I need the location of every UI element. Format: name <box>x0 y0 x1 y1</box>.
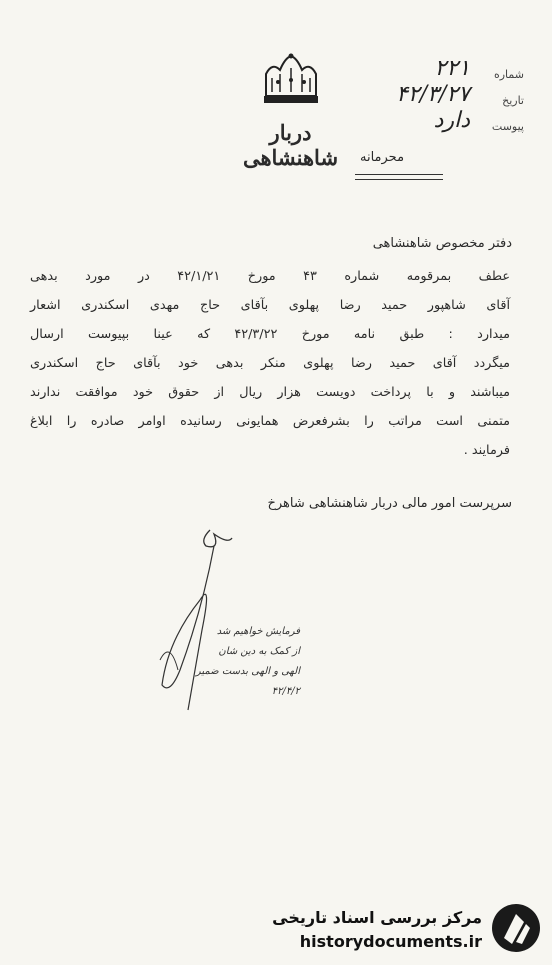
addressee: دفتر مخصوص شاهنشاهی <box>372 236 512 251</box>
royal-crown-icon <box>258 52 324 108</box>
body-line: متمنی است مراتب را بشرفعرض همایونی رسانیده اوامر صادره را ابلاغ <box>30 414 510 429</box>
letter-body <box>30 262 510 465</box>
handwritten-line: از کمک به دین شان <box>218 646 300 657</box>
date-value: ۴۲/۳/۲۷ <box>396 82 470 107</box>
handwritten-line: فرمایش خواهیم شد <box>216 626 300 637</box>
body-line: میگردد آقای حمید رضا پهلوی منکر بدهی خود بآقای حاج اسکندری <box>30 356 510 371</box>
letter-meta <box>364 56 524 140</box>
attachment-value: دارد <box>433 108 470 133</box>
number-value: ۲۲۱ <box>434 56 470 81</box>
handwritten-line: ۴۲/۴/۲ <box>271 686 300 697</box>
classification-underline <box>355 174 443 180</box>
court-name-title: دربار شاهنشاهی <box>242 120 339 170</box>
sender-signature-line: سرپرست امور مالی دربار شاهنشاهی شاهرخ <box>267 496 512 511</box>
body-line: میباشند و با پرداخت دویست هزار ریال از حقوق خود موافقت ندارند <box>30 385 510 400</box>
classification-label: محرمانه <box>360 150 405 165</box>
date-label: تاریخ <box>502 94 524 107</box>
body-line: میدارد : طبق نامه مورخ ۴۲/۳/۲۲ که عینا بپیوست ارسال <box>30 327 510 342</box>
archive-logo-icon <box>490 902 542 954</box>
number-label: شماره <box>493 68 524 81</box>
handwritten-line: الهی و الهی بدست ضمیر <box>195 666 300 677</box>
meta-attachment-row <box>364 108 524 140</box>
watermark-site: historydocuments.ir <box>299 932 482 951</box>
body-line: عطف بمرقومه شماره ۴۳ مورخ ۴۲/۱/۲۱ در مورد بدهی <box>30 269 510 284</box>
watermark-title: مرکز بررسی اسناد تاریخی <box>272 908 482 927</box>
attachment-label: پیوست <box>491 120 524 133</box>
body-line: فرمایند . <box>463 443 510 458</box>
handwritten-note <box>180 622 300 702</box>
body-line: آقای شاهپور حمید رضا پهلوی بآقای حاج مهدی اسکندری اشعار <box>30 298 510 313</box>
